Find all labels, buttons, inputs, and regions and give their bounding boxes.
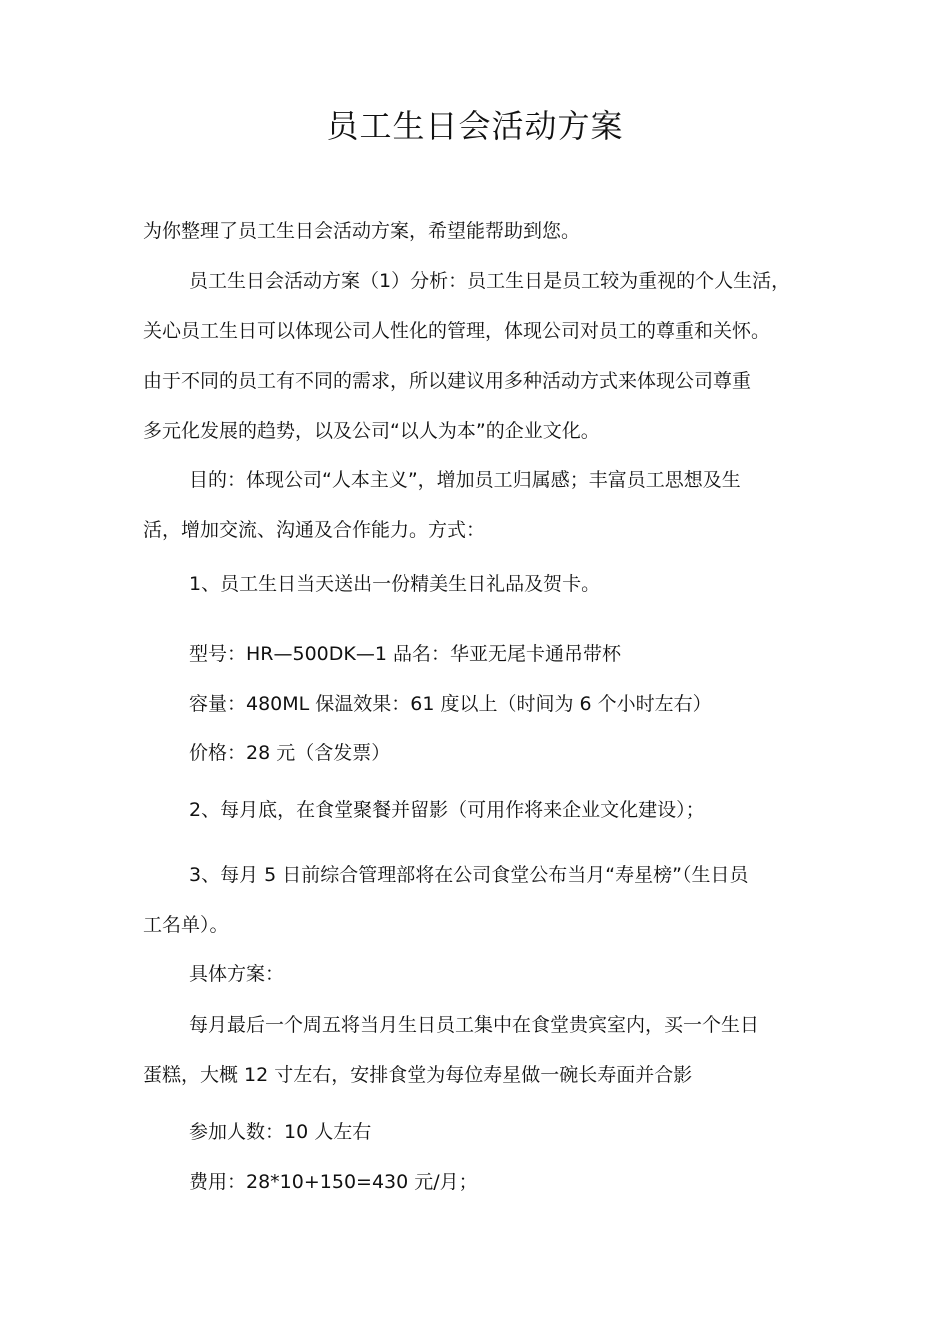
purpose-line-2: 活，增加交流、沟通及合作能力。方式： xyxy=(143,519,486,541)
cost-text: 费用：28*10+150=430 元/月； xyxy=(189,1171,478,1193)
item-3-line-1: 3、每月 5 日前综合管理部将在公司食堂公布当月“寿星榜”（生日员 xyxy=(189,864,749,886)
plan-line-2: 蛋糕，大概 12 寸左右，安排食堂为每位寿星做一碗长寿面并合影 xyxy=(143,1064,693,1086)
gift-model: 型号：HR—500DK—1 品名：华亚无尾卡通吊带杯 xyxy=(189,643,621,665)
gift-capacity: 容量：480ML 保温效果：61 度以上（时间为 6 个小时左右） xyxy=(189,693,712,715)
document-title: 员工生日会活动方案 xyxy=(326,107,624,145)
participants-text: 参加人数：10 人左右 xyxy=(189,1121,372,1143)
analysis-line-3: 由于不同的员工有不同的需求，所以建议用多种活动方式来体现公司尊重 xyxy=(143,370,752,392)
intro-text: 为你整理了员工生日会活动方案，希望能帮助到您。 xyxy=(143,220,581,242)
gift-price: 价格：28 元（含发票） xyxy=(189,742,391,764)
analysis-line-2: 关心员工生日可以体现公司人性化的管理，体现公司对员工的尊重和关怀。 xyxy=(143,320,771,342)
item-2: 2、每月底，在食堂聚餐并留影（可用作将来企业文化建设）； xyxy=(189,799,705,821)
plan-heading: 具体方案： xyxy=(189,963,285,985)
item-1: 1、员工生日当天送出一份精美生日礼品及贺卡。 xyxy=(189,573,601,595)
purpose-line-1: 目的：体现公司“人本主义”，增加员工归属感；丰富员工思想及生 xyxy=(189,469,741,491)
item-3-line-2: 工名单）。 xyxy=(143,914,229,936)
analysis-line-1: 员工生日会活动方案（1）分析：员工生日是员工较为重视的个人生活， xyxy=(189,270,791,292)
plan-line-1: 每月最后一个周五将当月生日员工集中在食堂贵宾室内，买一个生日 xyxy=(189,1014,760,1036)
analysis-line-4: 多元化发展的趋势，以及公司“以人为本”的企业文化。 xyxy=(143,420,600,442)
